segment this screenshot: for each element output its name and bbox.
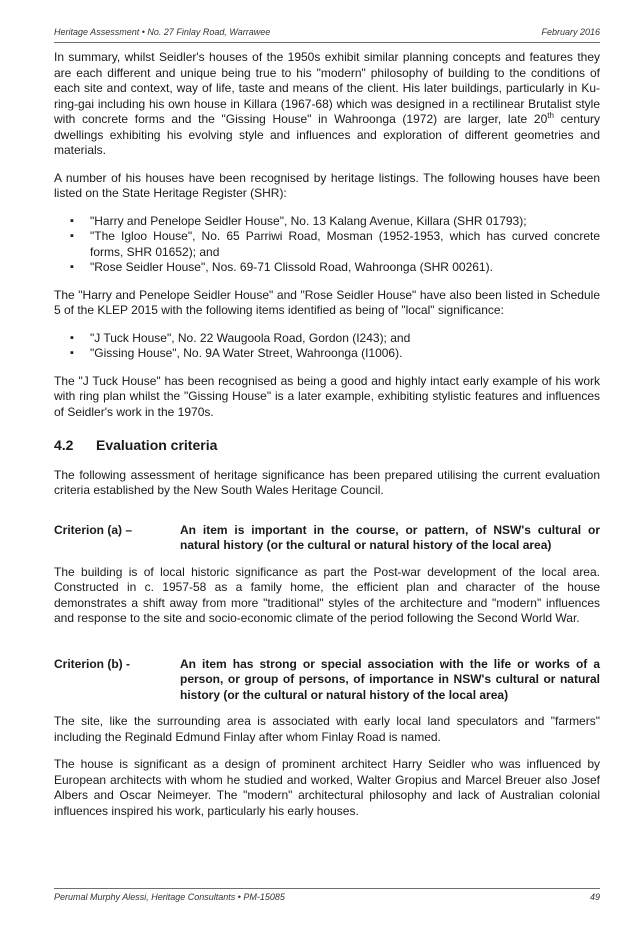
shr-intro-paragraph: A number of his houses have been recognised by heritage listings. The following houses have been listed on the State Heritage Register (SHR): [54,170,600,200]
criterion-a-heading [54,523,600,554]
list-item: ▪ "Rose Seidler House", Nos. 69-71 Clissold Road, Wahroonga (SHR 00261). [54,260,600,276]
page-header [54,24,600,43]
page-number: 49 [589,892,600,902]
criterion-b-label: Criterion (b) - [54,656,130,671]
page-body [54,50,600,831]
criterion-b-body-2: The house is significant as a design of prominent architect Harry Seidler who was influenced by European architects with whom he studied and worked, Walter Gropius and Marcel Breuer also Josef Albers and Oscar Neimeyer. The "modern" architectural philosophy and lack of Australian colonial influences inspired his work, particularly his early houses. [54,757,600,818]
summary-superscript: th [547,111,554,120]
klep-paragraph: The "Harry and Penelope Seidler House" and "Rose Seidler House" have also been listed in Schedule 5 of the KLEP 2015 with the following items identified as being of "local" significance: [54,287,600,317]
criterion-b-body-1: The site, like the surrounding area is associated with early local land speculators and "farmers" including the Reginald Edmund Finlay after whom Finlay Road is named. [54,714,600,744]
list-item: ▪ "Harry and Penelope Seidler House", No. 13 Kalang Avenue, Killara (SHR 01793); [54,214,600,230]
criterion-a-text: An item is important in the course, or pattern, of NSW's cultural or natural history (or the cultural or natural history of the local area) [180,522,600,552]
tuck-house-paragraph: The "J Tuck House" has been recognised as being a good and highly intact early example of his work with ring plan whilst the "Gissing House" is a later example, exhibiting stylistic features and influences of Seidler's work in the 1970s. [54,373,600,419]
criterion-a-label: Criterion (a) – [54,522,133,537]
summary-paragraph [54,50,600,159]
list-item: ▪ "J Tuck House", No. 22 Waugoola Road, Gordon (I243); and [54,331,600,347]
summary-text-start: In summary, whilst Seidler's houses of the 1950s exhibit similar planning concepts and features they are each different and unique being true to his "modern" philosophy of building to the conditions of each site and context, way of life, taste and means of the client. His later buildings, particularly in Ku-ring-gai including his own house in Killara (1967-68) which was designed in a rectilinear Brutalist style with concrete forms and the "Gissing House" in Wahroonga (1972) are larger, late 20 [54,50,600,126]
section-heading [54,438,600,454]
header-date: February 2016 [541,27,600,37]
header-title: Heritage Assessment • No. 27 Finlay Road, Warrawee [54,27,271,37]
footer-consultant: Perumal Murphy Alessi, Heritage Consultants • PM-15085 [54,892,285,902]
section-title: Evaluation criteria [96,437,218,453]
criterion-a-body: The building is of local historic significance as part the Post-war development of the local area. Constructed in c. 1957-58 as a family home, the efficient plan and character of the house demonstrates a shift away from more "traditional" styles of the architecture and "modern" influences and response to the site and socio-economic climate of the period following the Second World War. [54,564,600,625]
local-list [54,331,600,362]
criterion-b-text: An item has strong or special association with the life or works of a person, or group of persons, of importance in NSW's cultural or natural history (or the cultural or natural history of the local area) [180,656,600,702]
page-footer [54,888,600,905]
evaluation-intro-paragraph: The following assessment of heritage significance has been prepared utilising the current evaluation criteria established by the New South Wales Heritage Council. [54,467,600,497]
summary-text-end: century dwellings exhibiting his evolving style and influences and exploration of different geometries and materials. [54,112,600,157]
shr-list [54,214,600,276]
section-number: 4.2 [54,437,74,453]
list-item: ▪ "Gissing House", No. 9A Water Street, Wahroonga (I1006). [54,346,600,362]
criterion-b-heading [54,657,600,704]
list-item: ▪ "The Igloo House", No. 65 Parriwi Road, Mosman (1952-1953, which has curved concrete forms, SHR 01652); and [54,229,600,260]
